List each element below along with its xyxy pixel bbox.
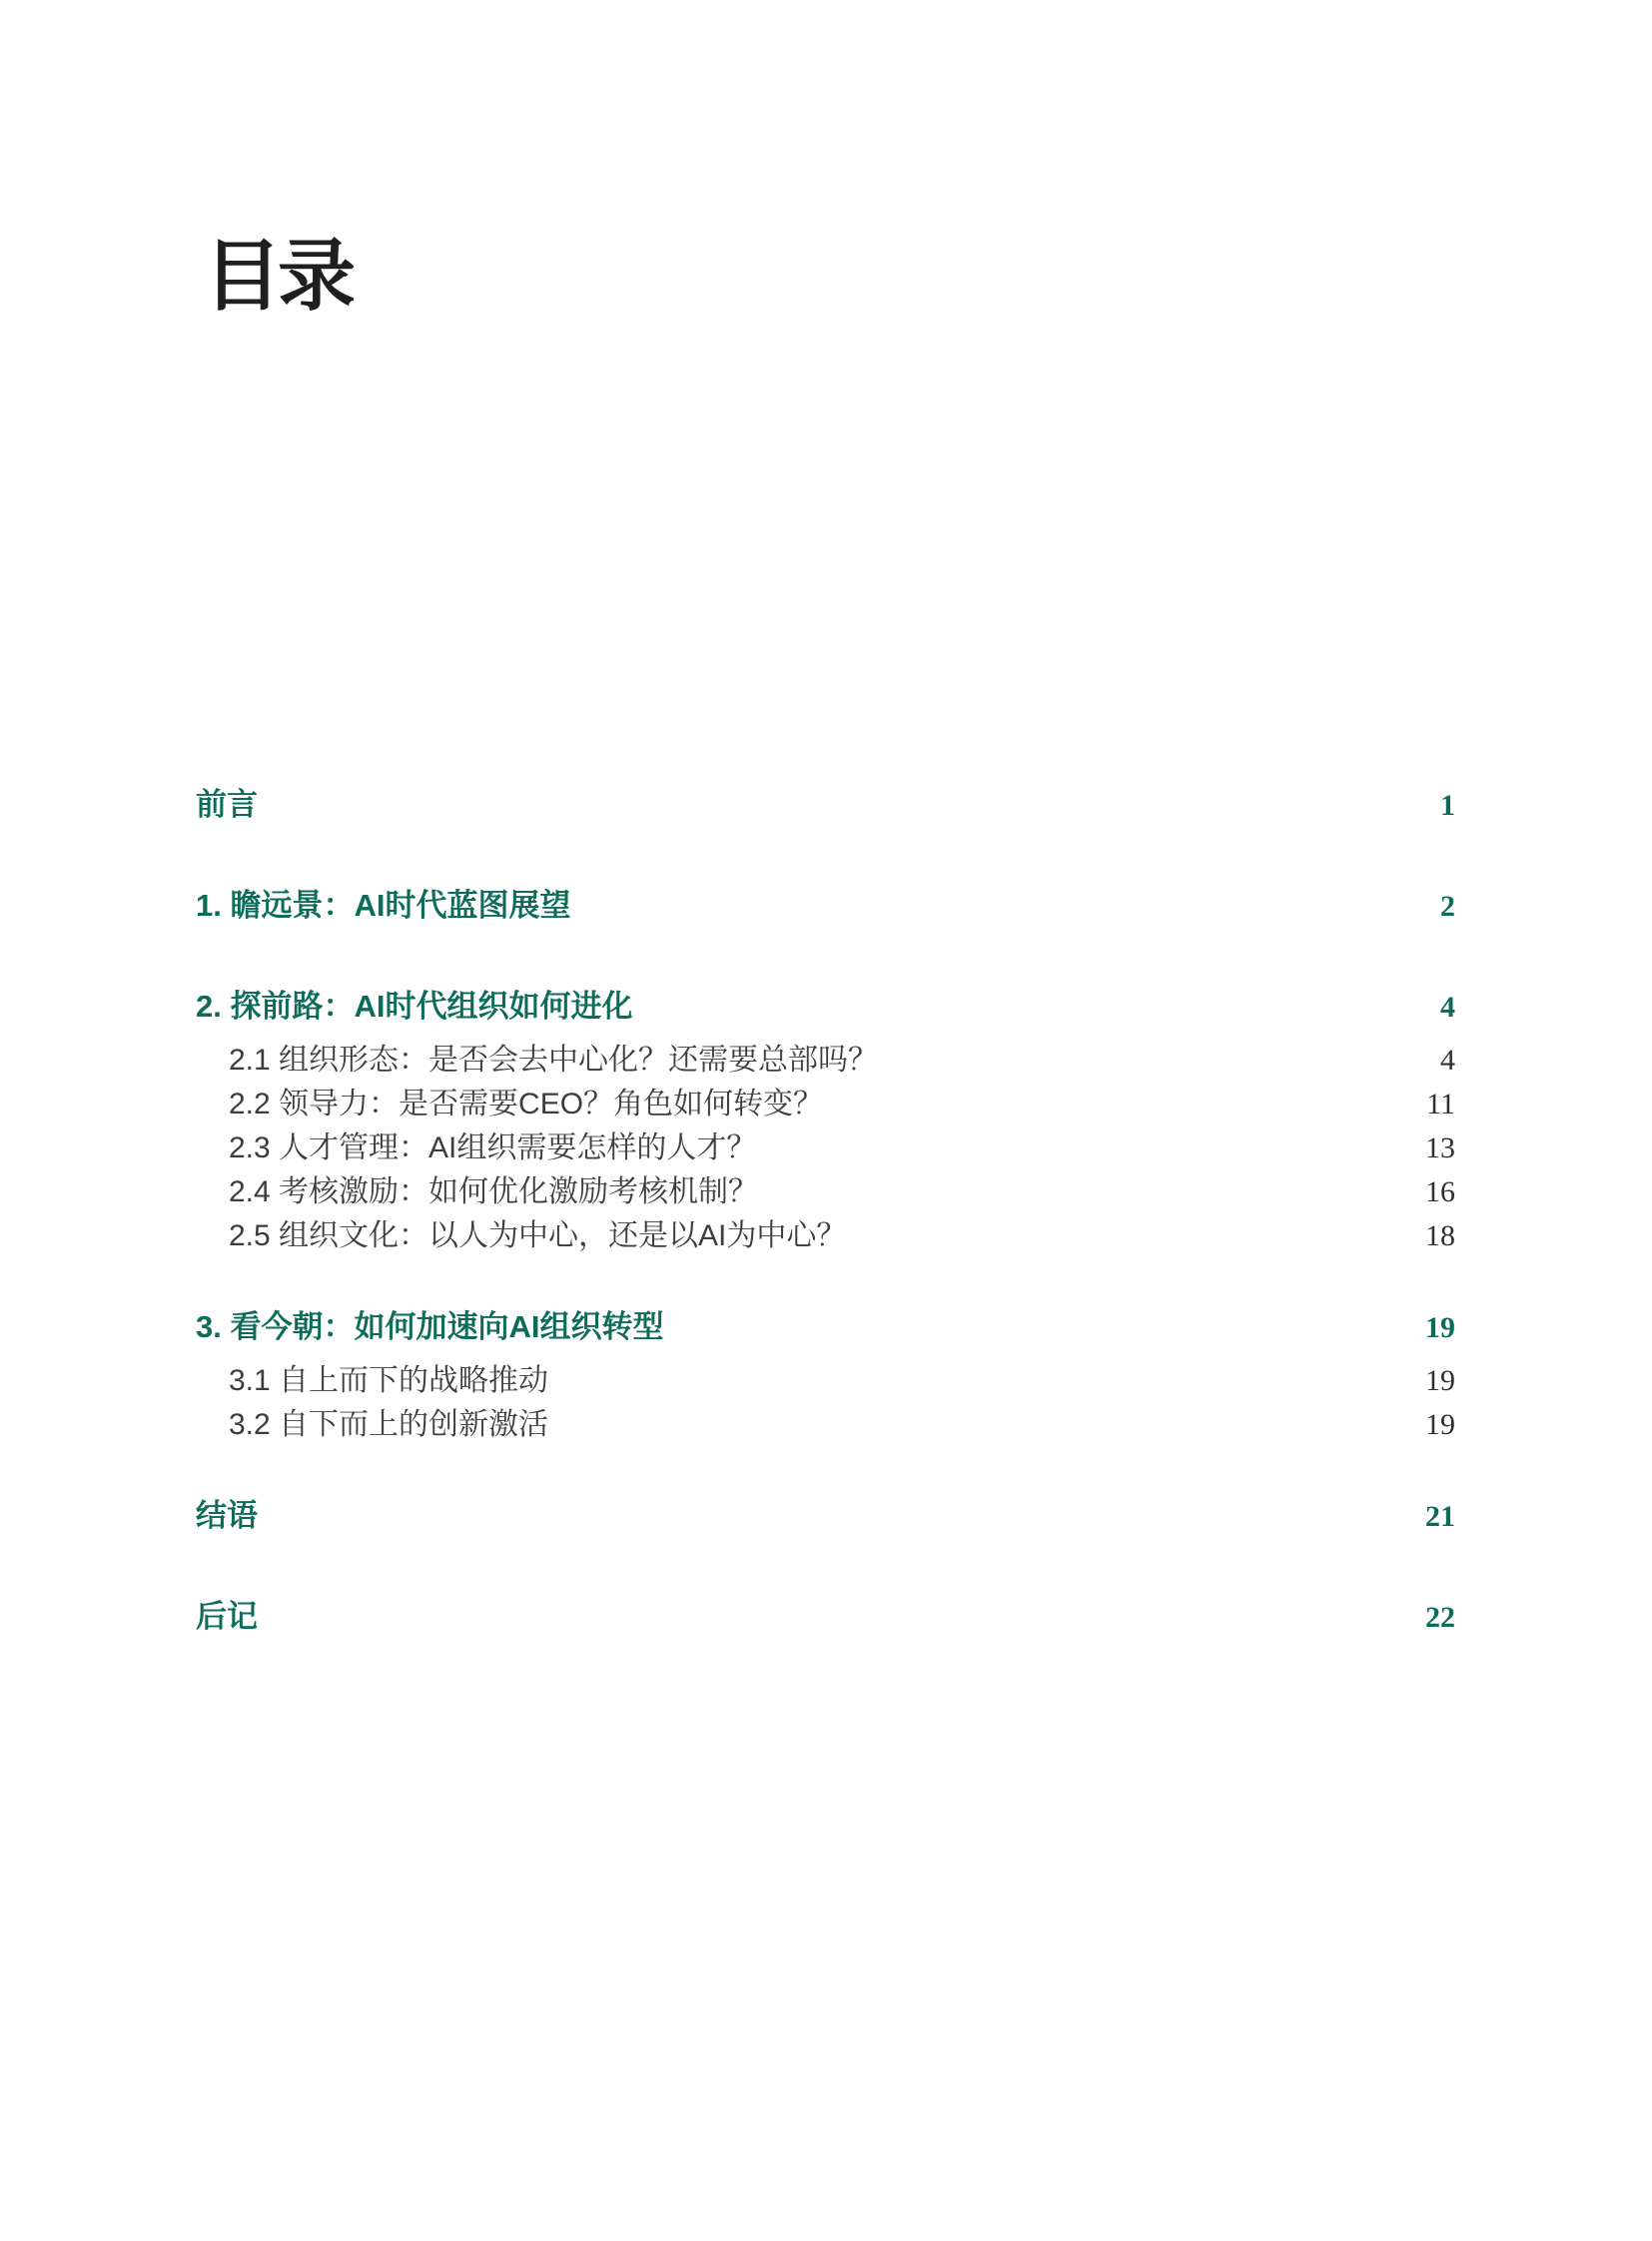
toc-entry-label: 3. 看今朝：如何加速向AI组织转型	[196, 1309, 664, 1344]
toc-entry-label: 2.3 人才管理：AI组织需要怎样的人才？	[229, 1131, 757, 1164]
toc-entry-label: 结语	[196, 1498, 258, 1533]
toc-entry-label: 2.5 组织文化：以人为中心，还是以AI为中心？	[229, 1219, 847, 1252]
toc-entry-page: 19	[1425, 1364, 1455, 1397]
toc-entry-label: 2.4 考核激励：如何优化激励考核机制？	[229, 1175, 759, 1208]
toc-entry-page: 2	[1440, 890, 1455, 923]
toc-entry[interactable]	[196, 1494, 1455, 1538]
page-title: 目录	[204, 233, 353, 321]
toc-entry[interactable]	[196, 985, 1455, 1029]
toc-entry[interactable]	[196, 1126, 1455, 1170]
toc-entry[interactable]	[196, 783, 1455, 827]
toc-entry-label: 前言	[196, 787, 258, 822]
toc-entry-label: 2. 探前路：AI时代组织如何进化	[196, 989, 633, 1024]
toc-entry[interactable]	[196, 1359, 1455, 1403]
toc-entry[interactable]	[196, 884, 1455, 928]
toc-entry[interactable]	[196, 1214, 1455, 1258]
toc-entry[interactable]	[196, 1039, 1455, 1083]
toc-entry-label: 3.1 自上而下的战略推动	[229, 1364, 549, 1397]
toc-entry-page: 19	[1425, 1408, 1455, 1441]
toc-entry-page: 1	[1440, 789, 1455, 822]
toc-entry[interactable]	[196, 1595, 1455, 1639]
toc-entry-label: 3.2 自下而上的创新激活	[229, 1408, 549, 1441]
toc-entry-page: 22	[1425, 1601, 1455, 1634]
toc-entry-page: 16	[1425, 1175, 1455, 1208]
toc-entry[interactable]	[196, 1083, 1455, 1126]
toc-entry[interactable]	[196, 1305, 1455, 1349]
toc-entry-label: 2.2 领导力：是否需要CEO？角色如何转变？	[229, 1088, 824, 1120]
toc-entry[interactable]	[196, 1170, 1455, 1214]
toc-entry-page: 21	[1425, 1500, 1455, 1533]
toc-entry-label: 后记	[196, 1599, 258, 1634]
toc-list	[196, 783, 1455, 1639]
toc-entry[interactable]	[196, 1403, 1455, 1447]
toc-entry-label: 2.1 组织形态：是否会去中心化？还需要总部吗？	[229, 1044, 879, 1077]
toc-entry-page: 19	[1425, 1311, 1455, 1344]
toc-entry-page: 18	[1425, 1219, 1455, 1252]
toc-entry-page: 13	[1425, 1131, 1455, 1164]
toc-entry-page: 11	[1426, 1088, 1455, 1120]
toc-entry-page: 4	[1440, 991, 1455, 1024]
toc-entry-page: 4	[1440, 1044, 1455, 1077]
toc-entry-label: 1. 瞻远景：AI时代蓝图展望	[196, 888, 571, 923]
